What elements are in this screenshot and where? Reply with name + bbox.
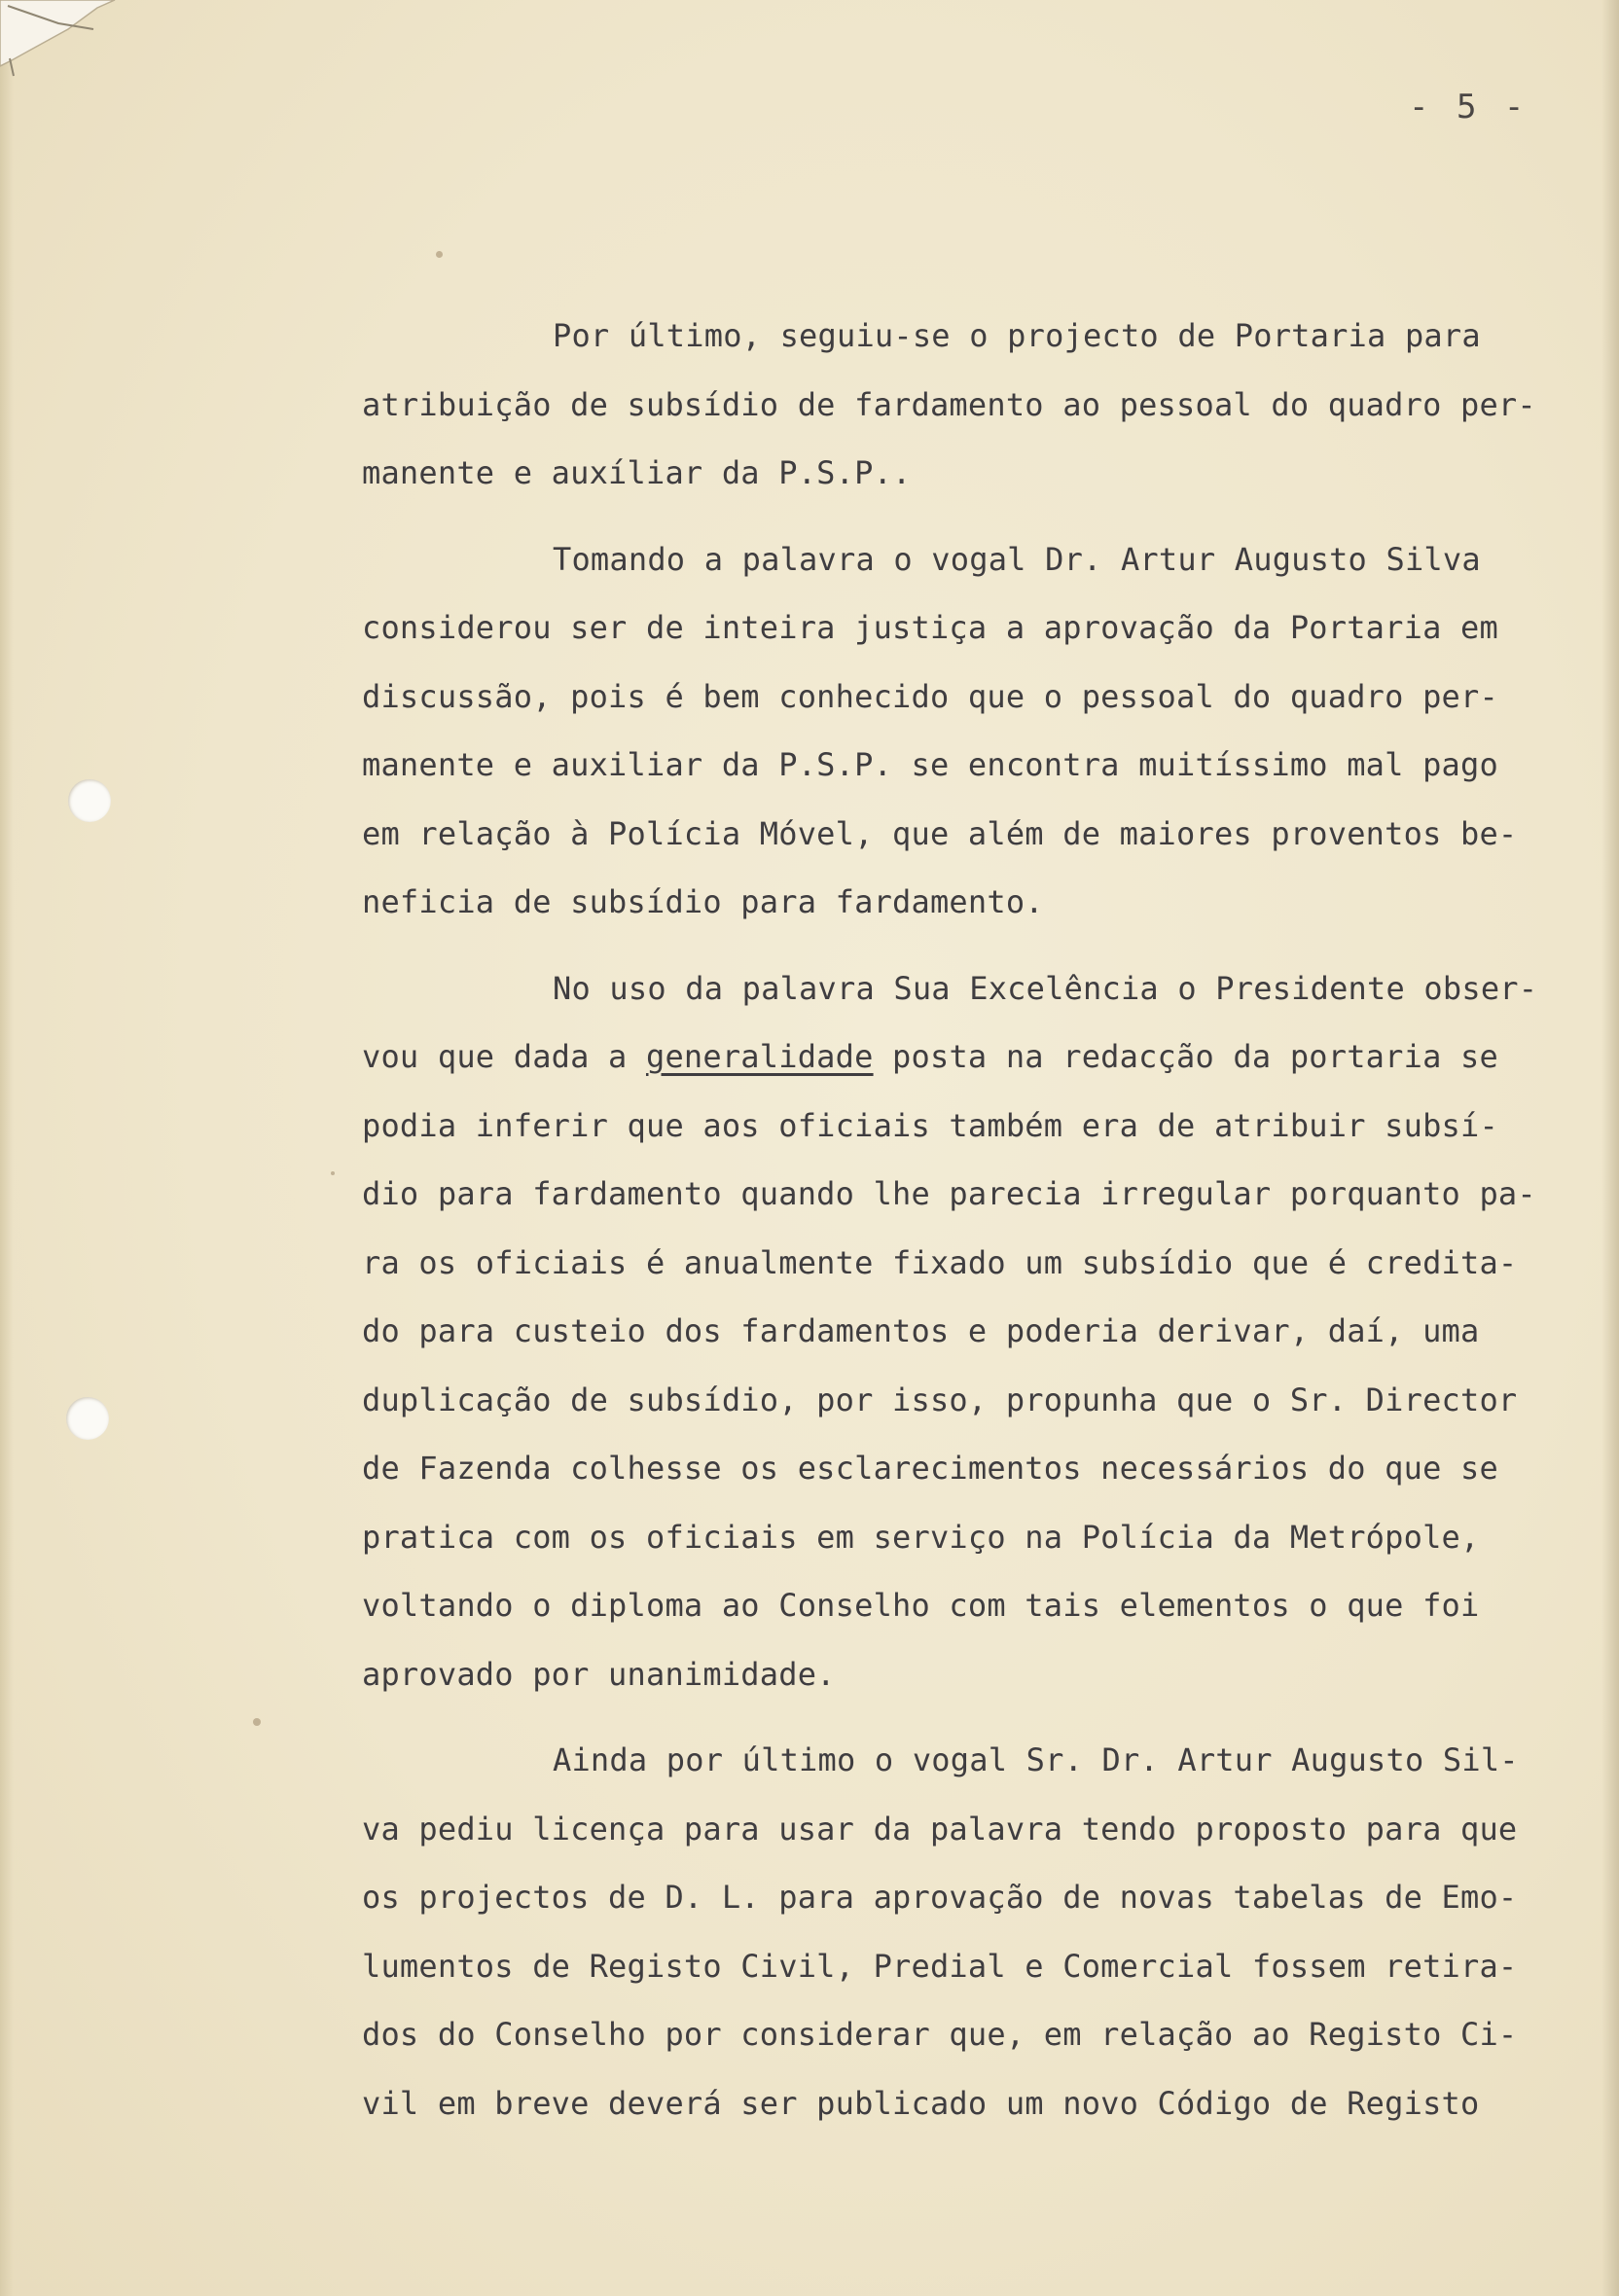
paper-speck bbox=[436, 251, 443, 258]
text-line: aprovado por unanimidade. bbox=[362, 1655, 836, 1693]
paper-edge-left bbox=[0, 0, 14, 2296]
text-line: vil em breve deverá ser publicado um novo Código de Registo bbox=[362, 2084, 1480, 2122]
text-line: atribuição de subsídio de fardamento ao pessoal do quadro per- bbox=[362, 385, 1536, 423]
text-line: dio para fardamento quando lhe parecia irregular porquanto pa- bbox=[362, 1175, 1536, 1212]
text-line: No uso da palavra Sua Excelência o Presidente obser- bbox=[553, 969, 1538, 1007]
body-text bbox=[362, 302, 1568, 2155]
text-line: ra os oficiais é anualmente fixado um subsídio que é credita- bbox=[362, 1243, 1518, 1281]
text-line: manente e auxíliar da P.S.P.. bbox=[362, 454, 912, 491]
text-line bbox=[362, 1022, 1568, 1092]
paper-edge-right bbox=[1601, 0, 1619, 2296]
text-line: manente e auxiliar da P.S.P. se encontra muitíssimo mal pago bbox=[362, 746, 1498, 783]
text-line: Por último, seguiu-se o projecto de Portaria para bbox=[553, 317, 1481, 354]
text-fragment: vou que dada a bbox=[362, 1038, 646, 1075]
page-number: - 5 - bbox=[1409, 88, 1529, 126]
text-line: Tomando a palavra o vogal Dr. Artur Augusto Silva bbox=[553, 540, 1481, 578]
text-line: em relação à Polícia Móvel, que além de maiores proventos be- bbox=[362, 814, 1518, 852]
paragraph-portaria bbox=[362, 302, 1568, 508]
text-line: considerou ser de inteira justiça a aprovação da Portaria em bbox=[362, 609, 1498, 646]
text-line: neficia de subsídio para fardamento. bbox=[362, 883, 1044, 920]
text-line: dos do Conselho por considerar que, em relação ao Registo Ci- bbox=[362, 2016, 1518, 2053]
folded-corner bbox=[0, 0, 117, 78]
text-line: va pediu licença para usar da palavra tendo proposto para que bbox=[362, 1810, 1518, 1848]
punch-hole bbox=[68, 779, 111, 822]
underlined-word: generalidade bbox=[645, 1038, 874, 1075]
paragraph-vogal-intervention bbox=[362, 525, 1568, 937]
text-line: discussão, pois é bem conhecido que o pessoal do quadro per- bbox=[362, 677, 1498, 715]
text-fragment: posta na redacção da portaria se bbox=[873, 1038, 1498, 1075]
text-line: Ainda por último o vogal Sr. Dr. Artur Augusto Sil- bbox=[553, 1741, 1519, 1778]
paragraph-presidente-observation bbox=[362, 954, 1568, 1709]
text-line: duplicação de subsídio, por isso, propunha que o Sr. Director bbox=[362, 1381, 1518, 1418]
text-line: os projectos de D. L. para aprovação de novas tabelas de Emo- bbox=[362, 1879, 1518, 1916]
text-line: lumentos de Registo Civil, Predial e Comercial fossem retira- bbox=[362, 1947, 1518, 1985]
punch-hole bbox=[66, 1397, 109, 1440]
text-line: de Fazenda colhesse os esclarecimentos necessários do que se bbox=[362, 1450, 1498, 1487]
paragraph-registo-proposal bbox=[362, 1726, 1568, 2137]
text-line: pratica com os oficiais em serviço na Polícia da Metrópole, bbox=[362, 1518, 1480, 1556]
text-line: podia inferir que aos oficiais também era de atribuir subsí- bbox=[362, 1106, 1498, 1144]
text-line: voltando o diploma ao Conselho com tais elementos o que foi bbox=[362, 1587, 1480, 1624]
paper-speck bbox=[331, 1171, 335, 1175]
text-line: do para custeio dos fardamentos e poderia derivar, daí, uma bbox=[362, 1312, 1480, 1349]
paper-speck bbox=[253, 1718, 261, 1726]
